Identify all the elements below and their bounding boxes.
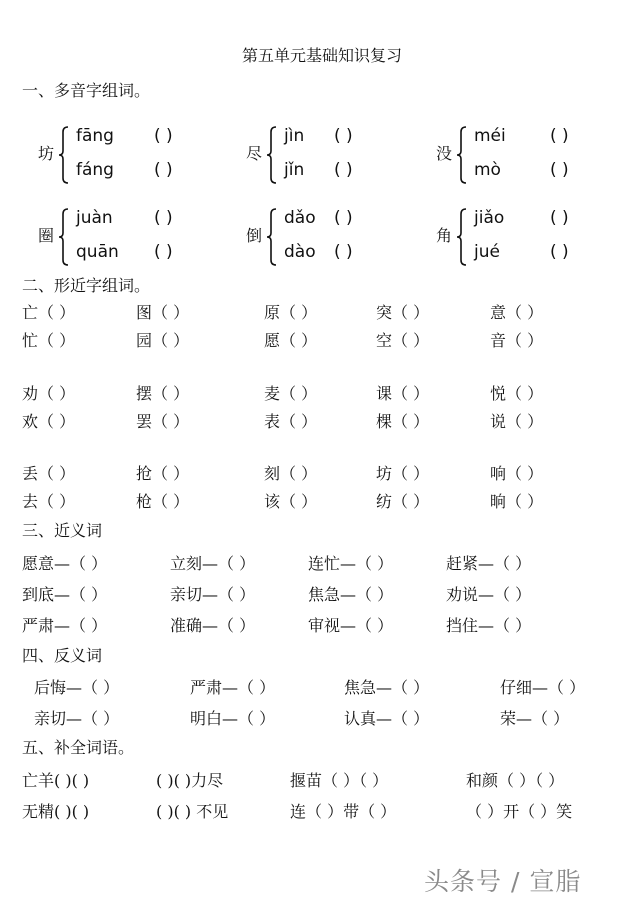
answer-blank: （ ） bbox=[506, 331, 544, 350]
synonym-item: 到底—（ ） bbox=[22, 585, 108, 604]
answer-blank: （ ） bbox=[152, 492, 190, 511]
page-title: 第五单元基础知识复习 bbox=[242, 46, 403, 65]
similar-char: 园 bbox=[136, 331, 153, 350]
similar-char: 空 bbox=[376, 331, 393, 350]
brace-icon bbox=[456, 126, 468, 184]
pinyin-reading: dǎo bbox=[284, 208, 316, 228]
brace-icon bbox=[266, 208, 278, 266]
similar-char: 去 bbox=[22, 492, 39, 511]
similar-char: 响 bbox=[490, 464, 507, 483]
pinyin-reading: mò bbox=[474, 160, 501, 180]
similar-char: 刻 bbox=[264, 464, 281, 483]
pinyin-reading: fāng bbox=[76, 126, 114, 146]
answer-blank: （ ） bbox=[38, 412, 76, 431]
similar-char: 表 bbox=[264, 412, 281, 431]
brace-icon bbox=[266, 126, 278, 184]
similar-char: 抢 bbox=[136, 464, 153, 483]
antonym-item: 后悔—（ ） bbox=[34, 678, 120, 697]
similar-char: 欢 bbox=[22, 412, 39, 431]
answer-blank: （ ） bbox=[506, 412, 544, 431]
answer-blank: ( ) bbox=[334, 208, 353, 228]
pinyin-reading: jué bbox=[474, 242, 500, 262]
similar-char: 坊 bbox=[376, 464, 393, 483]
pinyin-reading: juàn bbox=[76, 208, 113, 228]
idiom-item: （ ）开（ ）笑 bbox=[466, 802, 573, 821]
answer-blank: （ ） bbox=[38, 303, 76, 322]
pinyin-reading: jìn bbox=[284, 126, 305, 146]
brace-icon bbox=[58, 208, 70, 266]
answer-blank: （ ） bbox=[392, 464, 430, 483]
brace-icon bbox=[58, 126, 70, 184]
similar-char: 突 bbox=[376, 303, 393, 322]
watermark: 头条号 / 宣脂 bbox=[424, 867, 582, 896]
answer-blank: ( ) bbox=[550, 242, 569, 262]
section-heading-synonyms: 三、近义词 bbox=[22, 521, 103, 540]
antonym-item: 明白—（ ） bbox=[190, 709, 276, 728]
synonym-item: 连忙—（ ） bbox=[308, 554, 394, 573]
answer-blank: （ ） bbox=[280, 384, 318, 403]
answer-blank: （ ） bbox=[152, 412, 190, 431]
pinyin-reading: fáng bbox=[76, 160, 114, 180]
answer-blank: （ ） bbox=[152, 464, 190, 483]
similar-char: 该 bbox=[264, 492, 281, 511]
antonym-item: 荣—（ ） bbox=[500, 709, 570, 728]
similar-char: 劝 bbox=[22, 384, 39, 403]
similar-char: 亡 bbox=[22, 303, 39, 322]
answer-blank: （ ） bbox=[506, 464, 544, 483]
section-heading-polyphonic: 一、多音字组词。 bbox=[22, 81, 151, 100]
synonym-item: 赶紧—（ ） bbox=[446, 554, 532, 573]
section-heading-similar-chars: 二、形近字组词。 bbox=[22, 276, 151, 295]
antonym-item: 认真—（ ） bbox=[344, 709, 430, 728]
answer-blank: ( ) bbox=[154, 126, 173, 146]
similar-char: 枪 bbox=[136, 492, 153, 511]
answer-blank: ( ) bbox=[550, 208, 569, 228]
answer-blank: （ ） bbox=[152, 303, 190, 322]
section-heading-antonyms: 四、反义词 bbox=[22, 646, 103, 665]
polyphonic-char: 圈 bbox=[38, 226, 55, 245]
answer-blank: （ ） bbox=[392, 303, 430, 322]
answer-blank: ( ) bbox=[334, 126, 353, 146]
answer-blank: ( ) bbox=[154, 160, 173, 180]
synonym-item: 亲切—（ ） bbox=[170, 585, 256, 604]
pinyin-reading: jǐn bbox=[284, 160, 305, 180]
synonym-item: 准确—（ ） bbox=[170, 616, 256, 635]
synonym-item: 审视—（ ） bbox=[308, 616, 394, 635]
answer-blank: （ ） bbox=[280, 412, 318, 431]
similar-char: 说 bbox=[490, 412, 507, 431]
similar-char: 悦 bbox=[490, 384, 507, 403]
similar-char: 课 bbox=[376, 384, 393, 403]
answer-blank: ( ) bbox=[334, 160, 353, 180]
answer-blank: （ ） bbox=[280, 331, 318, 350]
pinyin-reading: dào bbox=[284, 242, 316, 262]
idiom-item: 揠苗（ ）（ ） bbox=[290, 771, 389, 790]
synonym-item: 愿意—（ ） bbox=[22, 554, 108, 573]
similar-char: 晌 bbox=[490, 492, 507, 511]
answer-blank: ( ) bbox=[154, 208, 173, 228]
similar-char: 罢 bbox=[136, 412, 153, 431]
synonym-item: 挡住—（ ） bbox=[446, 616, 532, 635]
pinyin-reading: jiǎo bbox=[474, 208, 505, 228]
pinyin-reading: quān bbox=[76, 242, 119, 262]
similar-char: 忙 bbox=[22, 331, 39, 350]
polyphonic-char: 角 bbox=[436, 226, 453, 245]
answer-blank: （ ） bbox=[392, 492, 430, 511]
similar-char: 愿 bbox=[264, 331, 281, 350]
idiom-item: 连（ ）带（ ） bbox=[290, 802, 397, 821]
answer-blank: （ ） bbox=[392, 384, 430, 403]
idiom-item: ( )( ) 不见 bbox=[156, 802, 229, 821]
answer-blank: （ ） bbox=[280, 464, 318, 483]
antonym-item: 亲切—（ ） bbox=[34, 709, 120, 728]
answer-blank: ( ) bbox=[550, 126, 569, 146]
antonym-item: 严肃—（ ） bbox=[190, 678, 276, 697]
answer-blank: （ ） bbox=[392, 331, 430, 350]
answer-blank: （ ） bbox=[38, 331, 76, 350]
answer-blank: （ ） bbox=[392, 412, 430, 431]
answer-blank: （ ） bbox=[38, 384, 76, 403]
synonym-item: 焦急—（ ） bbox=[308, 585, 394, 604]
synonym-item: 劝说—（ ） bbox=[446, 585, 532, 604]
answer-blank: （ ） bbox=[506, 492, 544, 511]
polyphonic-char: 坊 bbox=[38, 144, 55, 163]
similar-char: 图 bbox=[136, 303, 153, 322]
answer-blank: （ ） bbox=[152, 331, 190, 350]
answer-blank: （ ） bbox=[38, 464, 76, 483]
answer-blank: ( ) bbox=[550, 160, 569, 180]
similar-char: 音 bbox=[490, 331, 507, 350]
answer-blank: ( ) bbox=[154, 242, 173, 262]
brace-icon bbox=[456, 208, 468, 266]
similar-char: 纺 bbox=[376, 492, 393, 511]
idiom-item: ( )( )力尽 bbox=[156, 771, 224, 790]
answer-blank: （ ） bbox=[506, 303, 544, 322]
polyphonic-char: 尽 bbox=[246, 144, 263, 163]
synonym-item: 立刻—（ ） bbox=[170, 554, 256, 573]
idiom-item: 亡羊( )( ) bbox=[22, 771, 90, 790]
similar-char: 麦 bbox=[264, 384, 281, 403]
similar-char: 摆 bbox=[136, 384, 153, 403]
similar-char: 棵 bbox=[376, 412, 393, 431]
answer-blank: （ ） bbox=[280, 303, 318, 322]
idiom-item: 无精( )( ) bbox=[22, 802, 90, 821]
antonym-item: 焦急—（ ） bbox=[344, 678, 430, 697]
synonym-item: 严肃—（ ） bbox=[22, 616, 108, 635]
antonym-item: 仔细—（ ） bbox=[500, 678, 586, 697]
idiom-item: 和颜（ ）（ ） bbox=[466, 771, 565, 790]
section-heading-idioms: 五、补全词语。 bbox=[22, 738, 135, 757]
answer-blank: （ ） bbox=[506, 384, 544, 403]
answer-blank: （ ） bbox=[280, 492, 318, 511]
similar-char: 原 bbox=[264, 303, 281, 322]
similar-char: 丢 bbox=[22, 464, 39, 483]
answer-blank: ( ) bbox=[334, 242, 353, 262]
answer-blank: （ ） bbox=[38, 492, 76, 511]
pinyin-reading: méi bbox=[474, 126, 506, 146]
polyphonic-char: 没 bbox=[436, 144, 453, 163]
similar-char: 意 bbox=[490, 303, 507, 322]
answer-blank: （ ） bbox=[152, 384, 190, 403]
polyphonic-char: 倒 bbox=[246, 226, 263, 245]
